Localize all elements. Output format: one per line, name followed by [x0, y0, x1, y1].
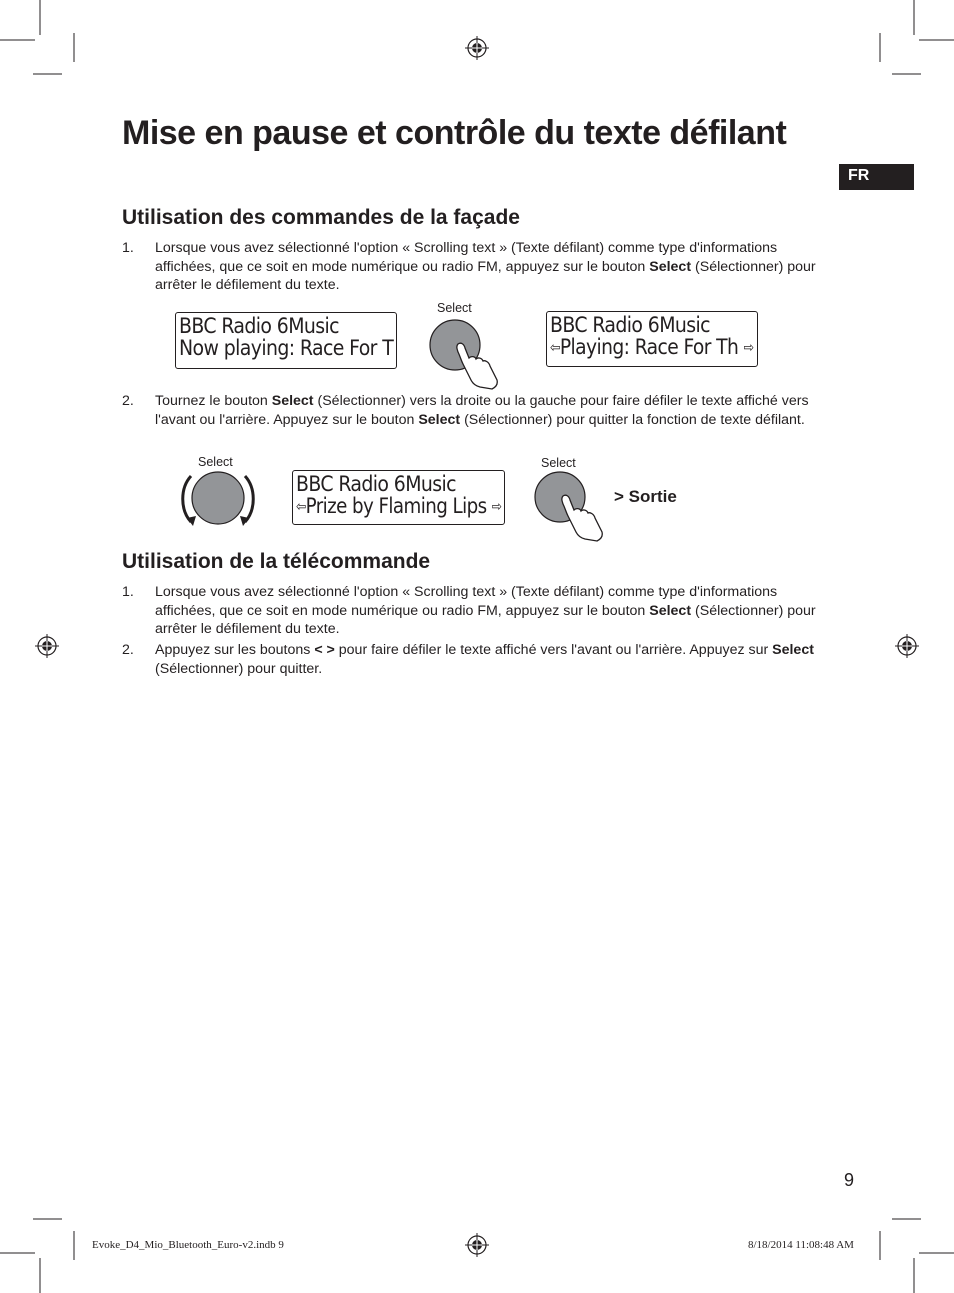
footer-filename: Evoke_D4_Mio_Bluetooth_Euro-v2.indb 9: [92, 1239, 284, 1251]
step-front-2: [122, 392, 837, 429]
step-text: Tournez le bouton Select (Sélectionner) vers la droite ou la gauche pour faire défiler le texte affiché vers l'avant ou l'arrière. Appuyez sur le bouton Select (Sélectionner) pour quitter la fonction de texte défilant.: [155, 393, 809, 428]
lcd-line-1: BBC Radio 6Music: [179, 314, 339, 338]
knob-label: Select: [198, 455, 233, 469]
step-number: 1.: [122, 240, 134, 256]
step-number: 2.: [122, 642, 134, 658]
language-tab: FR: [839, 164, 914, 190]
lcd-line-1: BBC Radio 6Music: [296, 472, 456, 496]
footer-timestamp: 8/18/2014 11:08:48 AM: [748, 1239, 854, 1251]
lcd-line-1: BBC Radio 6Music: [550, 313, 710, 337]
knob-label: Select: [437, 301, 472, 315]
select-knob-rotate-icon: [178, 464, 258, 532]
select-knob-press-icon: [428, 314, 508, 394]
knob-label: Select: [541, 456, 576, 470]
registration-mark-top-icon: [465, 36, 489, 60]
right-arrow-icon: ⇨: [743, 340, 754, 356]
registration-mark-right-icon: [895, 634, 919, 658]
left-arrow-icon: ⇦: [296, 499, 306, 515]
step-text: Lorsque vous avez sélectionné l'option « Scrolling text » (Texte défilant) comme type d'informations affichées, que ce soit en mode numérique ou radio FM, appuyez sur le bouton Select (Sélectionner) pour arrêter le défilement du texte.: [155, 240, 816, 294]
lcd-display-before: [175, 312, 397, 369]
registration-mark-bottom-icon: [465, 1233, 489, 1257]
step-text: Lorsque vous avez sélectionné l'option « Scrolling text » (Texte défilant) comme type d'informations affichées, que ce soit en mode numérique ou radio FM, appuyez sur le bouton Select (Sélectionner) pour arrêter le défilement du texte.: [155, 584, 816, 638]
exit-label: > Sortie: [614, 487, 677, 506]
step-text: Appuyez sur les boutons < > pour faire défiler le texte affiché vers l'avant ou l'arrière. Appuyez sur Select (Sélectionner) pour quitter.: [155, 642, 814, 677]
page-title: Mise en pause et contrôle du texte défilant: [122, 114, 787, 152]
lcd-display-after: [546, 311, 758, 367]
select-knob-press-icon: [533, 470, 613, 550]
step-remote-1: [122, 583, 837, 639]
step-number: 2.: [122, 393, 134, 409]
left-arrow-icon: ⇦: [550, 340, 560, 356]
lcd-line-2: ⇦Prize by Flaming Lips ⇨: [296, 494, 502, 518]
right-arrow-icon: ⇨: [491, 499, 502, 515]
section-heading-remote: Utilisation de la télécommande: [122, 550, 431, 573]
section-heading-front-panel: Utilisation des commandes de la façade: [122, 206, 520, 229]
step-remote-2: [122, 641, 837, 678]
lcd-line-2: ⇦Playing: Race For Th ⇨: [550, 335, 754, 359]
page-number: 9: [844, 1170, 855, 1190]
lcd-display-scrolling: [292, 470, 505, 525]
step-front-1: [122, 239, 837, 295]
lcd-line-2: Now playing: Race For T: [179, 336, 394, 360]
registration-mark-left-icon: [35, 634, 59, 658]
step-number: 1.: [122, 584, 134, 600]
